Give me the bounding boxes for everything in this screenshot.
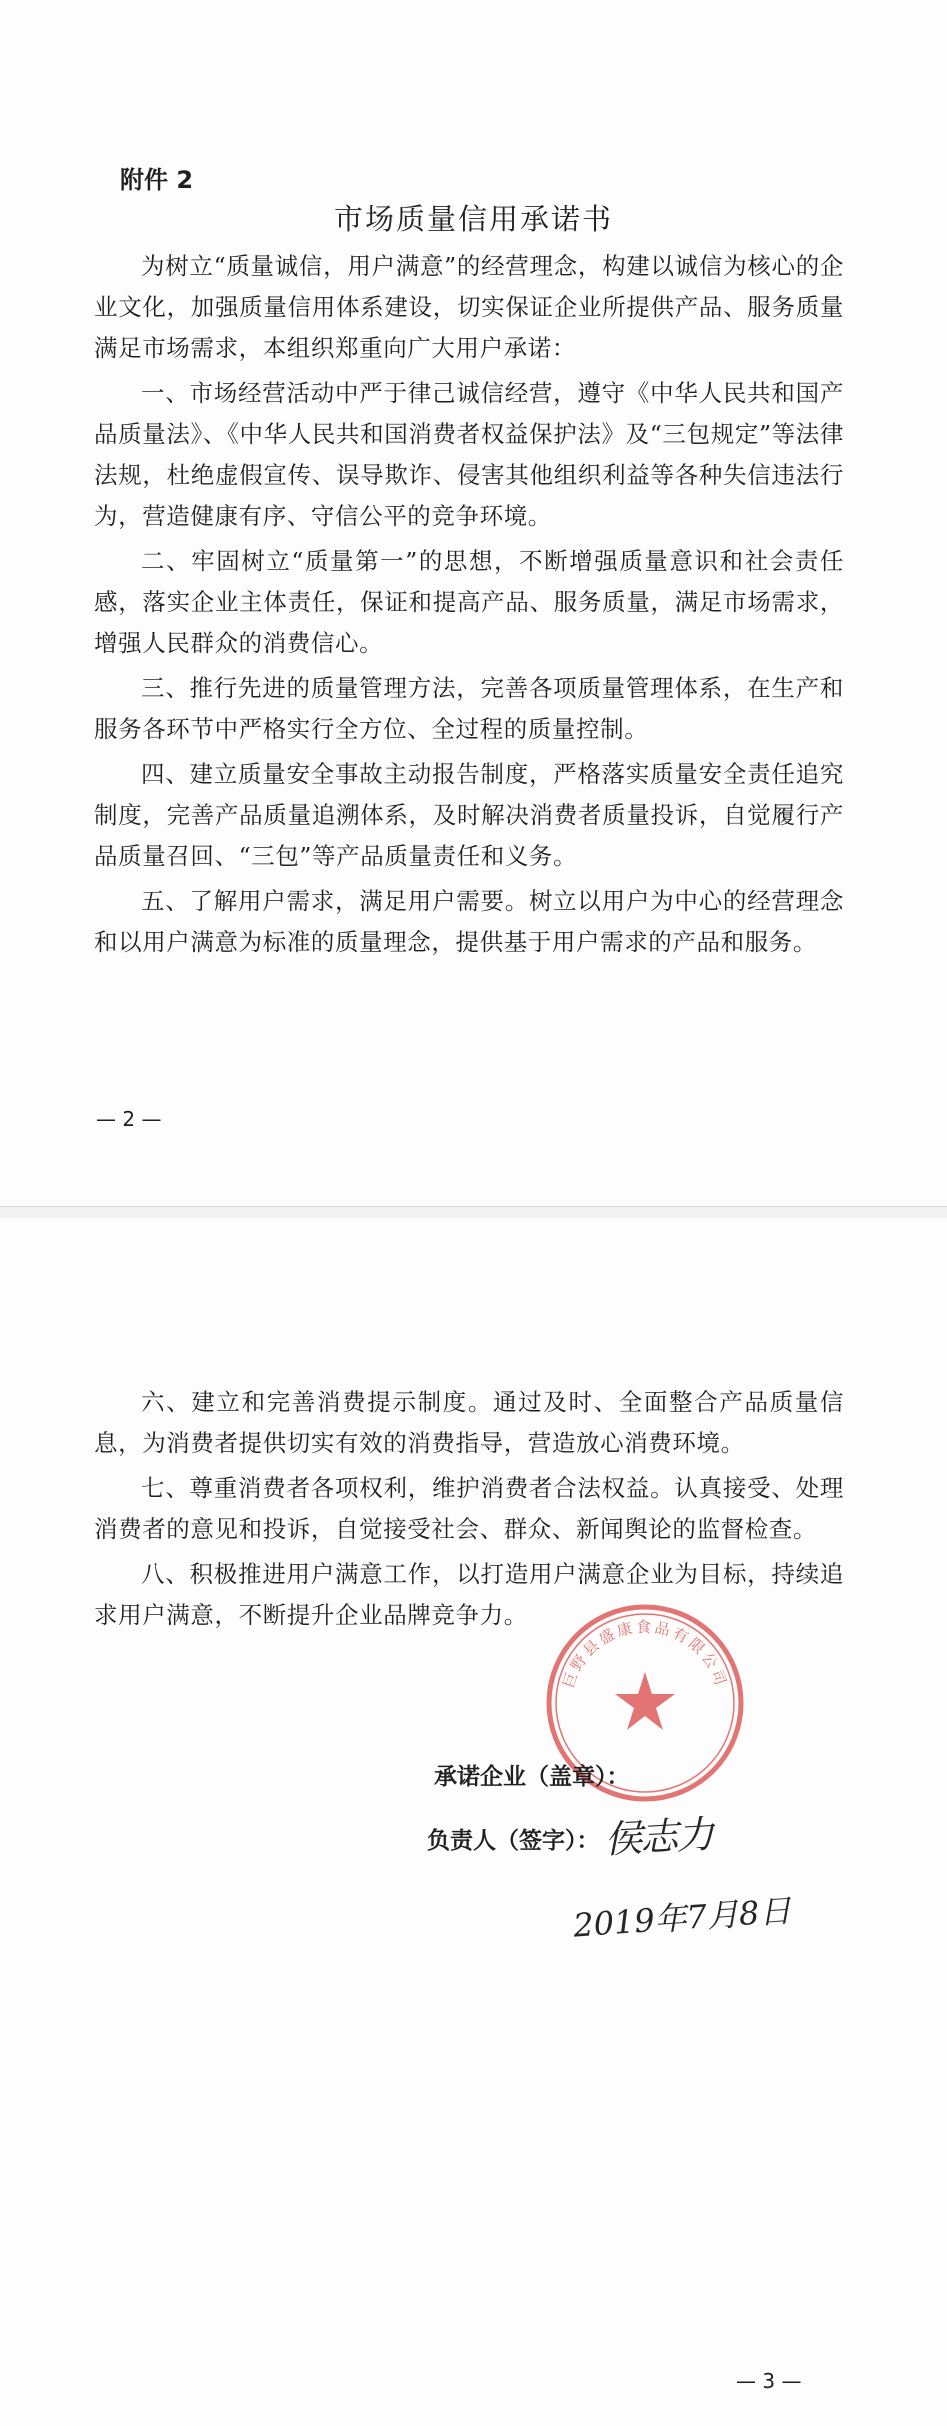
handwritten-signature: 侯志力: [603, 1812, 714, 1862]
commitment-item-3: 三、推行先进的质量管理方法，完善各项质量管理体系，在生产和服务各环节中严格实行全方位、全过程的质量控制。: [94, 674, 844, 743]
seal-star-icon: [615, 1672, 675, 1730]
commitment-item-5: 五、了解用户需求，满足用户需要。树立以用户为中心的经营理念和以用户满意为标准的质量理念，提供基于用户需求的产品和服务。: [94, 887, 844, 956]
commitment-item-1: 一、市场经营活动中严于律己诚信经营，遵守《中华人民共和国产品质量法》、《中华人民共和国消费者权益保护法》及“三包规定”等法律法规，杜绝虚假宣传、误导欺诈、侵害其他组织利益等各种失信违法行为，营造健康有序、守信公平的竞争环境。: [94, 379, 844, 530]
commitment-body-part-1: [94, 246, 844, 967]
page-number: — 3 —: [736, 2369, 802, 2393]
handwritten-date: 2019年7月8日: [572, 1891, 793, 1945]
signer-label: 负责人（签字）：: [427, 1828, 600, 1854]
attachment-label: 附件 2: [120, 166, 194, 194]
intro-paragraph: 为树立“质量诚信，用户满意”的经营理念，构建以诚信为核心的企业文化，加强质量信用体系建设，切实保证企业所提供产品、服务质量满足市场需求，本组织郑重向广大用户承诺：: [94, 252, 844, 362]
seal-label: 承诺企业（盖章）：: [434, 1764, 630, 1790]
commitment-item-4: 四、建立质量安全事故主动报告制度，严格落实质量安全责任追究制度，完善产品质量追溯体系，及时解决消费者质量投诉，自觉履行产品质量召回、“三包”等产品质量责任和义务。: [94, 760, 844, 870]
page-number: — 2 —: [96, 1107, 162, 1131]
commitment-item-7: 七、尊重消费者各项权利，维护消费者合法权益。认真接受、处理消费者的意见和投诉，自觉接受社会、群众、新闻舆论的监督检查。: [94, 1474, 844, 1543]
commitment-item-6: 六、建立和完善消费提示制度。通过及时、全面整合产品质量信息，为消费者提供切实有效的消费指导，营造放心消费环境。: [94, 1388, 844, 1457]
commitment-item-8: 八、积极推进用户满意工作，以打造用户满意企业为目标，持续追求用户满意，不断提升企业品牌竞争力。: [94, 1560, 844, 1629]
document-title: 市场质量信用承诺书: [333, 202, 613, 236]
seal-text: 巨野县盛康食品有限公司: [559, 1617, 731, 1691]
document-page-2: [0, 0, 947, 1206]
commitment-item-2: 二、牢固树立“质量第一”的思想，不断增强质量意识和社会责任感，落实企业主体责任，保证和提高产品、服务质量，满足市场需求，增强人民群众的消费信心。: [94, 547, 844, 657]
